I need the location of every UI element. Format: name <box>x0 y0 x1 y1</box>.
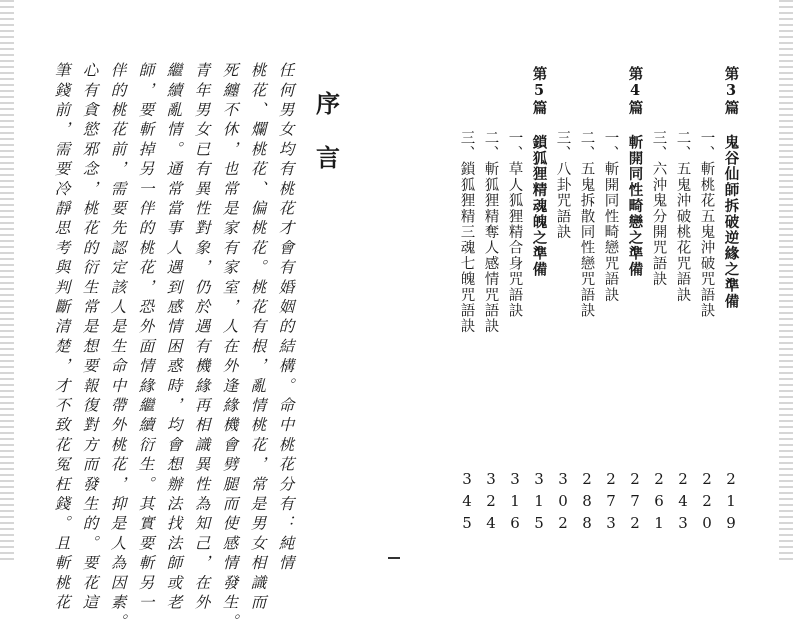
toc-page-number: 243 <box>674 470 692 536</box>
toc-chapter-heading[interactable]: 第5篇 鎖狐狸精魂魄之準備 <box>530 66 548 278</box>
toc-item[interactable]: 二、斬狐狸精奪人感情咒語訣 <box>482 130 499 335</box>
toc-page-number: 324 <box>482 470 500 536</box>
toc-item[interactable]: 一、斬開同性畸戀咒語訣 <box>602 130 619 303</box>
preface-column: 死纏不休，也常是家有家室，人在外逢緣機會劈腿而使感情發生。 <box>220 62 239 633</box>
right-page-edge <box>779 0 793 561</box>
toc-page-number: 272 <box>626 470 644 536</box>
toc-page-number: 316 <box>506 470 524 536</box>
toc-page-number: 302 <box>554 470 572 536</box>
toc-page-number: 288 <box>578 470 596 536</box>
toc-item[interactable]: 一、草人狐狸精合身咒語訣 <box>506 130 523 319</box>
page-mark <box>388 557 400 559</box>
toc-item[interactable]: 三、鎖狐狸精三魂七魄咒語訣 <box>458 130 475 335</box>
toc-page-number: 315 <box>530 470 548 536</box>
preface-column: 筆錢前，需要冷靜思考與判斷清楚，才不致花冤枉錢。且斬桃花 <box>52 62 71 614</box>
toc-item[interactable]: 二、五鬼拆散同性戀咒語訣 <box>578 130 595 319</box>
preface-column: 繼續亂情。通常當事人遇到感情困惑時，均會想辦法找法師或老 <box>164 62 183 614</box>
toc-page-number: 220 <box>698 470 716 536</box>
left-page-edge <box>0 0 14 561</box>
toc-item[interactable]: 三、八卦咒語訣 <box>554 130 571 240</box>
toc-item[interactable]: 三、六沖鬼分開咒語訣 <box>650 130 667 287</box>
preface-column: 任何男女均有桃花才會有婚姻的結構。命中桃花分有：純情 <box>276 62 295 575</box>
preface-column: 心有貪慾邪念，桃花的衍生常是想要報復對方而發生的。要花這 <box>80 62 99 614</box>
toc-chapter-heading[interactable]: 第4篇 斬開同性畸戀之準備 <box>626 66 644 278</box>
toc-page-number: 273 <box>602 470 620 536</box>
preface-column: 青年男女已有異性對象，仍於遇有機緣再相識異性為知己，在外 <box>192 62 211 614</box>
toc-page-number: 261 <box>650 470 668 536</box>
toc-page-number: 219 <box>722 470 740 536</box>
toc-page-number: 345 <box>458 470 476 536</box>
toc-chapter-heading[interactable]: 第3篇 鬼谷仙師拆破逆緣之準備 <box>722 66 740 310</box>
toc-item[interactable]: 一、斬桃花五鬼沖破咒語訣 <box>698 130 715 319</box>
preface-column: 師，要斬掉另一伴的桃花，恐外面情緣繼續衍生。其實要斬另一 <box>136 62 155 614</box>
preface-title-char: 序 <box>316 89 340 118</box>
preface-column: 桃花、爛桃花、偏桃花。桃花有根，亂情桃花，常是男女相識而 <box>248 62 267 614</box>
preface-title-char: 言 <box>316 143 340 172</box>
toc-item[interactable]: 二、五鬼沖破桃花咒語訣 <box>674 130 691 303</box>
preface-column: 伴的桃花前，需要先認定該人是生命中帶外桃花，抑是人為因素。 <box>108 62 127 633</box>
